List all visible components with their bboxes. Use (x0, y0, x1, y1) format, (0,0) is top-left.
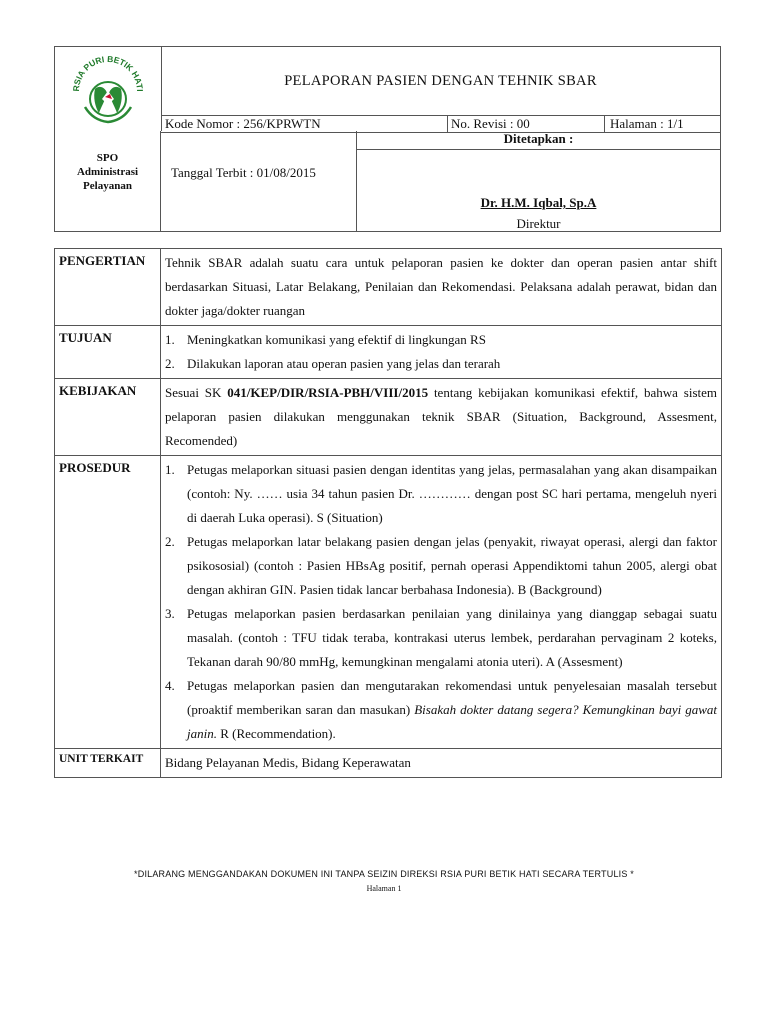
list-item: 2. Petugas melaporkan latar belakang pasien dengan jelas (penyakit, riwayat operasi, alergi dan faktor psikososial) (contoh : Pasien HBsAg positif, pernah operasi Appendiktomi tahun 2005, alergi obat dengan akhiran GIN. Pasien tidak lancar berbahasa Indonesia). B (Background) (165, 534, 717, 597)
label-kebijakan: KEBIJAKAN (55, 379, 161, 455)
spo-line: Pelayanan (83, 180, 132, 192)
row-pengertian (55, 249, 721, 326)
list-item: 1. Meningkatkan komunikasi yang efektif di lingkungan RS (165, 332, 486, 347)
unit-terkait-text: Bidang Pelayanan Medis, Bidang Keperawatan (165, 755, 411, 770)
header-table (54, 46, 721, 232)
kebijakan-text: Sesuai SK 041/KEP/DIR/RSIA-PBH/VIII/2015 tentang kebijakan komunikasi efektif, bahwa sistem pelaporan pasien dilakukan menggunakan teknik SBAR (Situation, Background, Assesment, Recomended) (165, 385, 718, 448)
content-tujuan (161, 326, 721, 378)
label-tujuan: TUJUAN (55, 326, 161, 378)
pengertian-text: Tehnik SBAR adalah suatu cara untuk pelaporan pasien ke dokter dan operan pasien antar shift berdasarkan Situasi, Latar Belakang, Penilaian dan Rekomendasi. Pelaksana adalah perawat, bidan dan dokter jaga/dokter ruangan (165, 255, 717, 318)
content-kebijakan (161, 379, 721, 455)
logo-cell (55, 47, 162, 131)
sk-reference: 041/KEP/DIR/RSIA-PBH/VIII/2015 (227, 385, 429, 400)
list-item: 4. Petugas melaporkan pasien dan mengutarakan rekomendasi untuk penyelesaian masalah tersebut (proaktif memberikan saran dan masukan) Bisakah dokter datang segera? Kemungkinan bayi gawat janin. R (Recommendation). (165, 678, 717, 741)
signatory-role: Direktur (516, 216, 561, 231)
spo-line: SPO (96, 152, 119, 164)
spo-line: Administrasi (76, 166, 139, 178)
signatory-name: Dr. H.M. Iqbal, Sp.A (480, 195, 597, 210)
label-unit-terkait: UNIT TERKAIT (55, 749, 161, 777)
document-title: PELAPORAN PASIEN DENGAN TEHNIK SBAR (284, 72, 597, 89)
content-unit-terkait (161, 749, 721, 777)
content-prosedur (161, 456, 721, 748)
list-item: 2. Dilakukan laporan atau operan pasien yang jelas dan terarah (165, 356, 501, 371)
content-pengertian (161, 249, 721, 325)
label-prosedur: PROSEDUR (55, 456, 161, 748)
label-pengertian: PENGERTIAN (55, 249, 161, 325)
signature-block (357, 149, 720, 232)
footer-notice: *DILARANG MENGGANDAKAN DOKUMEN INI TANPA SEIZIN DIREKSI RSIA PURI BETIK HATI SECARA TERTULIS * (134, 869, 634, 879)
row-prosedur (55, 456, 721, 749)
hospital-logo (55, 47, 161, 131)
tanggal-terbit: Tanggal Terbit : 01/08/2015 (161, 131, 357, 232)
ditetapkan-label: Ditetapkan : (357, 131, 720, 150)
halaman: Halaman : 1/1 (610, 116, 684, 131)
list-item: 1. Petugas melaporkan situasi pasien dengan identitas yang jelas, permasalahan yang akan disampaikan (contoh: Ny. …… usia 34 tahun pasien Dr. ………… dengan post SC hari pertama, mengeluh nyeri di daerah Luka operasi). S (Situation) (165, 462, 717, 525)
kode-nomor: Kode Nomor : 256/KPRWTN (165, 116, 321, 131)
page-number: Halaman 1 (366, 884, 402, 893)
no-revisi: No. Revisi : 00 (451, 116, 530, 131)
svg-text:RSIA PURI BETIK HATI: RSIA PURI BETIK HATI (70, 53, 146, 92)
spo-label (55, 131, 161, 232)
procedure-table (54, 248, 722, 778)
list-item: 3. Petugas melaporkan pasien berdasarkan penilaian yang dinilainya yang dianggap sebagai suatu masalah. (contoh : TFU tidak teraba, kontrakasi uterus lembek, perdarahan pervaginam 2 koteks, Tekanan darah 90/80 mmHg, kemungkinan mengalami atonia uteri). A (Assesment) (165, 606, 717, 669)
row-tujuan (55, 326, 721, 379)
row-kebijakan (55, 379, 721, 456)
row-unit-terkait (55, 749, 721, 777)
